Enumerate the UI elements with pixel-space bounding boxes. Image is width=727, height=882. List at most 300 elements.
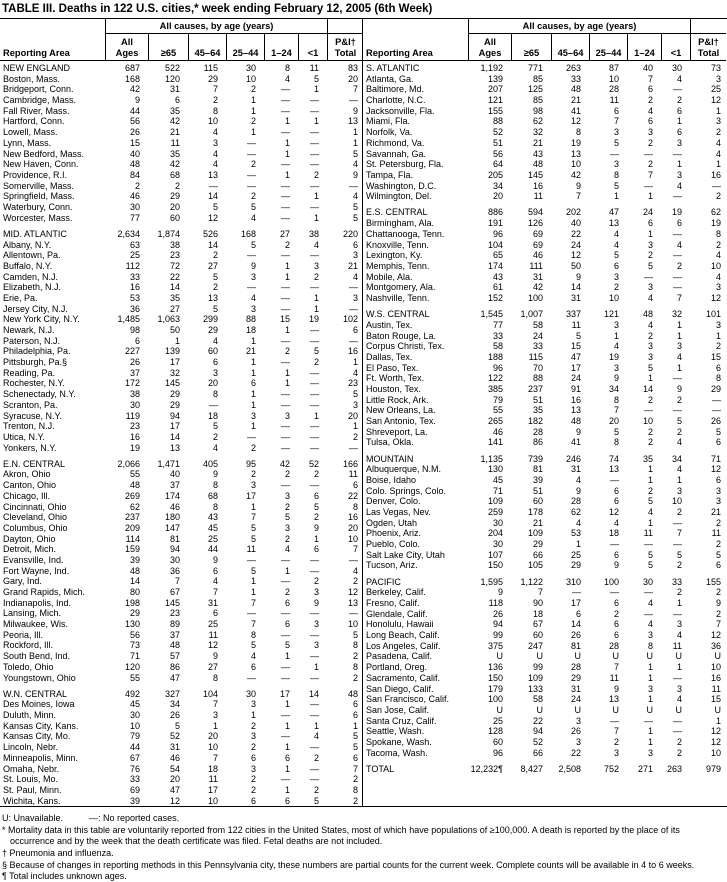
value-cell: 130 <box>124 619 140 630</box>
value-cell: 1 <box>676 598 682 608</box>
reporting-area-cell: Trenton, N.J. <box>3 421 55 432</box>
value-cell: 3 <box>250 410 256 421</box>
value-cell: 17 <box>570 362 581 373</box>
value-cell: — <box>247 148 256 159</box>
value-cell: 9 <box>676 383 682 394</box>
value-cell: 5 <box>250 522 256 533</box>
table-row <box>0 261 362 272</box>
value-cell: 114 <box>125 533 140 544</box>
value-cell: 1 <box>352 421 358 432</box>
value-cell: 98 <box>532 105 543 116</box>
value-cell: 6 <box>613 630 619 641</box>
value-cell: 8 <box>352 784 358 795</box>
table-row <box>363 673 726 684</box>
table-row <box>0 138 362 149</box>
value-cell: 3 <box>250 480 256 491</box>
value-cell: 4 <box>352 271 358 282</box>
value-cell: 19 <box>129 442 140 453</box>
value-cell: 1 <box>676 159 682 170</box>
value-cell: 51 <box>532 485 543 496</box>
reporting-area-cell: Dayton, Ohio <box>3 533 56 544</box>
value-cell: — <box>281 201 290 212</box>
table-row <box>363 507 726 518</box>
value-cell: 8 <box>613 437 619 448</box>
value-cell: 16 <box>570 394 581 405</box>
value-cell: 72 <box>169 260 180 271</box>
table-row <box>0 710 362 721</box>
col-header-45-64: 45–64 <box>188 34 226 60</box>
value-cell: 24 <box>532 330 543 341</box>
value-cell: 2 <box>313 469 319 480</box>
value-cell: 25 <box>207 619 218 630</box>
value-cell: 1 <box>676 319 682 330</box>
value-cell: — <box>281 159 290 170</box>
table-row <box>0 512 362 523</box>
value-cell: 71 <box>710 453 721 464</box>
value-cell: — <box>673 282 682 293</box>
value-cell: 37 <box>169 629 180 640</box>
value-cell: 19 <box>710 218 721 229</box>
table-row <box>0 170 362 181</box>
value-cell: 174 <box>487 260 503 271</box>
value-cell: — <box>673 672 682 683</box>
table-row <box>363 320 726 331</box>
value-cell: 31 <box>207 597 218 608</box>
value-cell: 2 <box>676 394 682 405</box>
value-cell: — <box>281 250 290 261</box>
value-cell: 2 <box>647 137 653 148</box>
value-cell: 77 <box>129 212 140 223</box>
value-cell: 3 <box>676 619 682 630</box>
table-row <box>0 314 362 325</box>
reporting-area-cell: Birmingham, Ala. <box>366 218 435 229</box>
table-row <box>363 293 726 304</box>
value-cell: — <box>281 672 290 683</box>
value-cell: 492 <box>124 688 140 699</box>
value-cell: — <box>610 587 619 598</box>
table-row <box>363 619 726 630</box>
value-cell: 4 <box>676 464 682 475</box>
value-cell: 3 <box>676 485 682 496</box>
table-row <box>0 432 362 443</box>
value-cell: 3 <box>613 271 619 282</box>
value-cell: — <box>349 554 358 565</box>
value-cell: 227 <box>124 346 140 357</box>
value-cell: 1 <box>575 539 581 550</box>
reporting-area-cell: Paterson, N.J. <box>3 335 61 346</box>
value-cell: 8 <box>212 501 218 512</box>
value-cell: 5 <box>352 629 358 640</box>
value-cell: 29 <box>207 325 218 335</box>
value-cell: 1,192 <box>480 63 503 73</box>
value-cell: 11 <box>208 629 218 640</box>
section-row <box>0 689 362 700</box>
value-cell: 62 <box>532 116 543 127</box>
value-cell: 3 <box>613 127 619 138</box>
value-cell: 25 <box>207 533 218 544</box>
value-cell: 38 <box>308 228 319 239</box>
value-cell: 21 <box>532 517 543 528</box>
table-row <box>363 464 726 475</box>
value-cell: 6 <box>613 105 619 116</box>
reporting-area-cell: New York City, N.Y. <box>3 314 80 325</box>
value-cell: 45 <box>129 699 140 710</box>
value-cell: 29 <box>169 191 180 202</box>
reporting-area-cell: San Diego, Calif. <box>366 683 434 694</box>
table-row <box>0 325 362 336</box>
value-cell: 2 <box>613 608 619 619</box>
table-row <box>363 373 726 384</box>
value-cell: 3 <box>715 282 721 293</box>
value-cell: 55 <box>129 672 140 683</box>
value-cell: 1 <box>284 742 290 753</box>
value-cell: 3 <box>212 137 218 148</box>
value-cell: 2 <box>715 341 721 352</box>
value-cell: — <box>610 539 619 550</box>
value-cell: 4 <box>647 292 653 303</box>
value-cell: 10 <box>608 73 619 84</box>
table-left-half <box>0 19 363 806</box>
value-cell: 20 <box>207 731 218 742</box>
value-cell: — <box>310 442 319 453</box>
value-cell: 202 <box>565 207 581 218</box>
value-cell: 17 <box>245 490 256 501</box>
value-cell: 24 <box>570 373 581 384</box>
reporting-area-cell: Pittsburgh, Pa.§ <box>3 357 68 368</box>
table-row <box>363 250 726 261</box>
reporting-area-cell: PACIFIC <box>366 576 401 587</box>
value-cell: 3 <box>676 683 682 694</box>
value-cell: 405 <box>202 458 218 469</box>
value-cell: 48 <box>570 84 581 95</box>
value-cell: 2 <box>676 260 682 271</box>
col-header-pni-total: P&I† Total <box>327 34 363 60</box>
reporting-area-cell: Norfolk, Va. <box>366 127 413 138</box>
value-cell: 91 <box>570 383 581 394</box>
value-cell: 1 <box>250 105 256 116</box>
value-cell: 6 <box>352 239 358 250</box>
table-row <box>0 598 362 609</box>
value-cell: 88 <box>492 116 503 127</box>
value-cell: 1 <box>250 421 256 432</box>
table-row <box>0 523 362 534</box>
value-cell: 34 <box>671 453 682 464</box>
reporting-area-cell: Springfield, Mass. <box>3 191 75 202</box>
value-cell: 11 <box>246 544 256 555</box>
value-cell: 46 <box>532 250 543 261</box>
value-cell: 3 <box>715 496 721 507</box>
value-cell: — <box>281 191 290 202</box>
value-cell: 1 <box>250 587 256 597</box>
value-cell: 6 <box>284 619 290 630</box>
table-row <box>0 491 362 502</box>
table-row <box>0 159 362 170</box>
value-cell: 6 <box>250 795 256 806</box>
table-row <box>363 651 726 662</box>
value-cell: 81 <box>532 464 543 475</box>
value-cell: — <box>247 282 256 293</box>
value-cell: 10 <box>671 496 682 507</box>
value-cell: 77 <box>492 319 503 330</box>
reporting-area-cell: Kansas City, Mo. <box>3 731 71 742</box>
value-cell: 67 <box>129 752 140 763</box>
table-row <box>363 229 726 240</box>
value-cell: 139 <box>487 73 503 84</box>
value-cell: 13 <box>169 442 180 453</box>
table-row <box>0 346 362 357</box>
value-cell: 6 <box>352 710 358 721</box>
value-cell: 32 <box>169 367 180 378</box>
value-cell: 3 <box>715 116 721 127</box>
value-cell: 1 <box>647 662 653 673</box>
value-cell: — <box>644 180 653 191</box>
value-cell: 81 <box>169 533 180 544</box>
table-row <box>0 651 362 662</box>
value-cell: 1 <box>647 736 653 747</box>
value-cell: 68 <box>169 169 180 180</box>
value-cell: 64 <box>492 159 503 170</box>
table-row <box>0 534 362 545</box>
table-row <box>0 181 362 192</box>
value-cell: 4 <box>647 319 653 330</box>
value-cell: 107 <box>487 549 503 560</box>
value-cell: 29 <box>570 560 581 571</box>
value-cell: 2 <box>676 507 682 517</box>
value-cell: 67 <box>169 587 180 597</box>
value-cell: 67 <box>532 619 543 630</box>
value-cell: 37 <box>169 480 180 491</box>
value-cell: 1 <box>250 127 256 138</box>
reporting-area-cell: Rochester, N.Y. <box>3 378 65 389</box>
reporting-area-cell: Salt Lake City, Utah <box>366 549 445 560</box>
value-cell: 115 <box>203 63 218 73</box>
table-row <box>363 726 726 737</box>
value-cell: 14 <box>129 576 140 587</box>
footnote-no-cases: —: No reported cases. <box>89 813 180 824</box>
value-cell: 70 <box>532 362 543 373</box>
value-cell: 1 <box>613 191 619 202</box>
value-cell: 111 <box>529 260 543 271</box>
value-cell: U <box>675 704 682 715</box>
value-cell: 3 <box>613 159 619 170</box>
reporting-area-cell: Lynn, Mass. <box>3 137 52 148</box>
reporting-area-cell: Sacramento, Calif. <box>366 672 441 683</box>
table-row <box>0 202 362 213</box>
value-cell: 1 <box>352 137 358 148</box>
table-header-right <box>363 19 726 61</box>
value-cell: 7 <box>647 73 653 84</box>
table-row <box>0 84 362 95</box>
value-cell: 155 <box>705 576 721 587</box>
value-cell: 23 <box>129 421 140 432</box>
value-cell: 12 <box>710 292 721 303</box>
reporting-area-cell: Savannah, Ga. <box>366 148 427 159</box>
value-cell: 79 <box>492 394 503 405</box>
value-cell: 1,122 <box>520 576 543 587</box>
value-cell: 5 <box>613 250 619 261</box>
value-cell: 2 <box>647 485 653 496</box>
value-cell: 1 <box>313 84 319 95</box>
value-cell: — <box>281 480 290 491</box>
reporting-area-cell: Canton, Ohio <box>3 480 57 491</box>
value-cell: 4 <box>715 137 721 148</box>
table-row <box>0 95 362 106</box>
value-cell: 96 <box>492 228 503 239</box>
table-row <box>363 662 726 673</box>
value-cell: 31 <box>169 84 180 95</box>
value-cell: 3 <box>575 715 581 726</box>
value-cell: 30 <box>129 399 140 410</box>
value-cell: 102 <box>342 314 358 325</box>
reporting-area-cell: Richmond, Va. <box>366 137 425 148</box>
value-cell: 180 <box>164 512 180 523</box>
value-cell: 66 <box>532 549 543 560</box>
value-cell: 52 <box>492 127 503 138</box>
value-cell: 60 <box>169 212 180 223</box>
value-cell: 2 <box>715 127 721 138</box>
value-cell: 35 <box>642 453 653 464</box>
value-cell: 259 <box>487 507 503 517</box>
reporting-area-cell: Colo. Springs, Colo. <box>366 485 447 496</box>
value-cell: 99 <box>492 630 503 641</box>
value-cell: 7 <box>174 576 180 587</box>
value-cell: 4 <box>313 239 319 250</box>
value-cell: 17 <box>207 784 218 795</box>
value-cell: 5 <box>352 201 358 212</box>
reporting-area-cell: E.S. CENTRAL <box>366 207 428 218</box>
value-cell: 6 <box>647 84 653 95</box>
value-cell: 94 <box>169 410 180 421</box>
value-cell: 40 <box>129 148 140 159</box>
value-cell: 1 <box>715 159 721 170</box>
table-row <box>363 496 726 507</box>
header-spacer <box>690 19 726 34</box>
value-cell: 86 <box>169 661 180 672</box>
value-cell: 2 <box>647 394 653 405</box>
value-cell: 35 <box>169 292 180 303</box>
table-row <box>0 544 362 555</box>
value-cell: 13 <box>347 597 358 608</box>
value-cell: 2 <box>313 357 319 368</box>
value-cell: 17 <box>169 421 180 432</box>
table-row <box>0 127 362 138</box>
value-cell: 79 <box>129 731 140 742</box>
value-cell: 128 <box>487 726 503 737</box>
value-cell: 60 <box>207 346 218 357</box>
value-cell: 11 <box>672 640 682 651</box>
value-cell: 28 <box>570 662 581 673</box>
table-row <box>0 213 362 224</box>
value-cell: 2 <box>250 191 256 202</box>
value-cell: 4 <box>676 437 682 448</box>
reporting-area-cell: Philadelphia, Pa. <box>3 346 71 357</box>
value-cell: U <box>536 651 543 662</box>
value-cell: 3 <box>313 640 319 651</box>
value-cell: 18 <box>245 325 256 335</box>
value-cell: 7 <box>212 752 218 763</box>
value-cell: 85 <box>532 95 543 106</box>
reporting-area-cell: Youngstown, Ohio <box>3 672 76 683</box>
value-cell: 3 <box>352 399 358 410</box>
value-cell: 100 <box>527 292 543 303</box>
table-row <box>363 272 726 283</box>
value-cell: 155 <box>487 105 503 116</box>
table-row <box>0 555 362 566</box>
section-row <box>0 63 362 74</box>
reporting-area-cell: Tucson, Ariz. <box>366 560 418 571</box>
reporting-area-cell: South Bend, Ind. <box>3 651 71 662</box>
reporting-area-cell: S. ATLANTIC <box>366 63 420 73</box>
value-cell: 6 <box>613 485 619 496</box>
reporting-area-cell: Newark, N.J. <box>3 325 55 335</box>
reporting-area-cell: Erie, Pa. <box>3 292 38 303</box>
value-cell: 24 <box>570 694 581 705</box>
reporting-area-cell: Minneapolis, Minn. <box>3 752 79 763</box>
value-cell: 4 <box>613 517 619 528</box>
value-cell: — <box>310 710 319 721</box>
value-cell: U <box>714 704 721 715</box>
value-cell: 1 <box>647 672 653 683</box>
value-cell: 1 <box>284 260 290 271</box>
value-cell: 7 <box>352 84 358 95</box>
value-cell: 120 <box>164 73 180 84</box>
value-cell: 14 <box>207 239 218 250</box>
value-cell: 3 <box>647 127 653 138</box>
value-cell: 21 <box>532 137 543 148</box>
value-cell: 5 <box>250 239 256 250</box>
reporting-area-cell: Peoria, Ill. <box>3 629 44 640</box>
value-cell: 8 <box>352 661 358 672</box>
value-cell: 13 <box>608 218 619 229</box>
value-cell: 62 <box>570 507 581 517</box>
table-row <box>0 378 362 389</box>
reporting-area-cell: Montgomery, Ala. <box>366 282 436 293</box>
value-cell: 20 <box>347 410 358 421</box>
value-cell: 74 <box>608 453 619 464</box>
value-cell: 8 <box>613 394 619 405</box>
value-cell: 29 <box>129 608 140 619</box>
value-cell: 109 <box>527 528 543 539</box>
value-cell: 45 <box>492 474 503 485</box>
value-cell: — <box>349 335 358 346</box>
reporting-area-cell: Baton Rouge, La. <box>366 330 437 341</box>
value-cell: 4 <box>212 576 218 587</box>
value-cell: 2 <box>715 191 721 202</box>
value-cell: — <box>349 303 358 314</box>
value-cell: 2 <box>212 282 218 293</box>
value-cell: 45 <box>207 522 218 533</box>
value-cell: 10 <box>347 533 358 544</box>
value-cell: 12 <box>347 587 358 597</box>
value-cell: 3 <box>212 367 218 378</box>
reporting-area-cell: Milwaukee, Wis. <box>3 619 69 630</box>
reporting-area-cell: Mobile, Ala. <box>366 271 413 282</box>
value-cell: 1 <box>715 330 721 341</box>
table-row <box>0 149 362 160</box>
value-cell: 15 <box>279 314 290 325</box>
value-cell: 24 <box>642 207 653 218</box>
value-cell: 139 <box>164 346 180 357</box>
value-cell: 51 <box>532 394 543 405</box>
reporting-area-cell: Little Rock, Ark. <box>366 394 429 405</box>
section-row <box>0 229 362 240</box>
value-cell: 2 <box>676 560 682 571</box>
value-cell: 15 <box>710 351 721 362</box>
value-cell: U <box>612 651 619 662</box>
value-cell: 61 <box>492 282 503 293</box>
value-cell: 594 <box>527 207 543 218</box>
value-cell: 179 <box>487 683 503 694</box>
